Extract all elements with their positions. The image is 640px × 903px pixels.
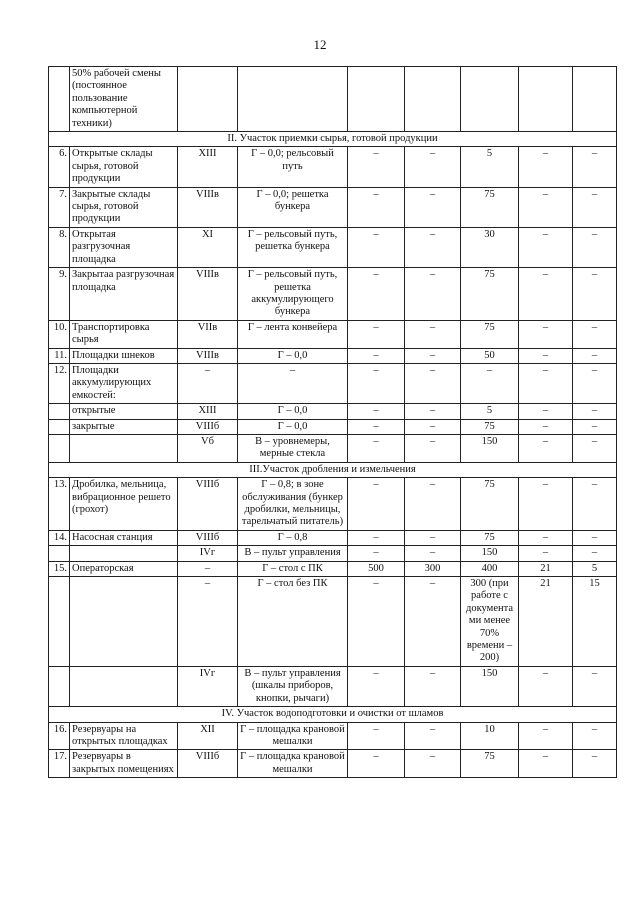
- row-name: Резервуары в закрытых помещениях: [70, 750, 178, 778]
- illuminance-combined: –: [348, 363, 405, 403]
- illuminance-general-in-combined: –: [405, 187, 461, 227]
- illuminance-combined: –: [348, 187, 405, 227]
- illuminance-general: 150: [461, 434, 519, 462]
- work-surface: Г – лента конвейера: [238, 320, 348, 348]
- row-name: Площадки шнеков: [70, 348, 178, 363]
- illuminance-combined: –: [348, 147, 405, 187]
- discomfort-index: –: [519, 147, 573, 187]
- work-surface: Г – стол без ПК: [238, 577, 348, 667]
- illuminance-combined: [348, 67, 405, 132]
- pulsation-coefficient: –: [573, 434, 617, 462]
- illuminance-general: 30: [461, 227, 519, 267]
- illuminance-general-in-combined: –: [405, 348, 461, 363]
- row-name: [70, 434, 178, 462]
- illuminance-general-in-combined: –: [405, 666, 461, 706]
- table-row: [49, 320, 617, 348]
- illuminance-general-in-combined: –: [405, 722, 461, 750]
- illuminance-general: 400: [461, 561, 519, 576]
- discomfort-index: –: [519, 348, 573, 363]
- visual-category: VIIIб: [178, 750, 238, 778]
- row-name: Открытая разгрузочная площадка: [70, 227, 178, 267]
- work-surface: Г – 0,0; решетка бункера: [238, 187, 348, 227]
- row-number: 16.: [49, 722, 70, 750]
- row-name: открытые: [70, 404, 178, 419]
- illuminance-general-in-combined: –: [405, 419, 461, 434]
- work-surface: Г – стол с ПК: [238, 561, 348, 576]
- work-surface: –: [238, 363, 348, 403]
- illuminance-general: 75: [461, 320, 519, 348]
- illuminance-general-in-combined: –: [405, 268, 461, 321]
- row-name: Закрытаа разгрузочная площадка: [70, 268, 178, 321]
- table-row: [49, 67, 617, 132]
- discomfort-index: –: [519, 320, 573, 348]
- row-name: закрытые: [70, 419, 178, 434]
- illuminance-combined: –: [348, 227, 405, 267]
- discomfort-index: –: [519, 419, 573, 434]
- table-row: [49, 478, 617, 531]
- section-header-row: [49, 707, 617, 722]
- illuminance-general: [461, 67, 519, 132]
- illuminance-combined: –: [348, 320, 405, 348]
- pulsation-coefficient: –: [573, 530, 617, 545]
- illuminance-general-in-combined: –: [405, 577, 461, 667]
- visual-category: VIIIб: [178, 478, 238, 531]
- pulsation-coefficient: –: [573, 348, 617, 363]
- work-surface: Г – 0,8; в зоне обслуживания (бункер дробилки, мельницы, тарельчатый питатель): [238, 478, 348, 531]
- illuminance-combined: 500: [348, 561, 405, 576]
- pulsation-coefficient: –: [573, 419, 617, 434]
- discomfort-index: 21: [519, 561, 573, 576]
- illuminance-combined: –: [348, 546, 405, 561]
- work-surface: [238, 67, 348, 132]
- visual-category: XI: [178, 227, 238, 267]
- work-surface: Г – 0,0: [238, 404, 348, 419]
- illuminance-general: 75: [461, 187, 519, 227]
- section-title: IV. Участок водоподготовки и очистки от шламов: [49, 707, 617, 722]
- work-surface: В – уровнемеры, мерные стекла: [238, 434, 348, 462]
- row-name: Закрытые склады сырья, готовой продукции: [70, 187, 178, 227]
- illuminance-general: 75: [461, 530, 519, 545]
- row-name: Резервуары на открытых площадках: [70, 722, 178, 750]
- table-row: [49, 750, 617, 778]
- illuminance-general-in-combined: –: [405, 546, 461, 561]
- illuminance-general: –: [461, 363, 519, 403]
- illuminance-combined: –: [348, 348, 405, 363]
- visual-category: [178, 67, 238, 132]
- visual-category: VIIIв: [178, 348, 238, 363]
- row-number: 8.: [49, 227, 70, 267]
- discomfort-index: –: [519, 478, 573, 531]
- table-row: [49, 722, 617, 750]
- discomfort-index: –: [519, 530, 573, 545]
- discomfort-index: –: [519, 722, 573, 750]
- visual-category: Vб: [178, 434, 238, 462]
- row-number: [49, 666, 70, 706]
- illuminance-combined: –: [348, 478, 405, 531]
- illuminance-combined: –: [348, 577, 405, 667]
- pulsation-coefficient: –: [573, 666, 617, 706]
- pulsation-coefficient: –: [573, 478, 617, 531]
- illuminance-general: 75: [461, 478, 519, 531]
- row-number: 7.: [49, 187, 70, 227]
- illuminance-general-in-combined: [405, 67, 461, 132]
- illuminance-combined: –: [348, 666, 405, 706]
- row-number: 11.: [49, 348, 70, 363]
- table-row: [49, 348, 617, 363]
- illuminance-combined: –: [348, 750, 405, 778]
- visual-category: IVг: [178, 666, 238, 706]
- illuminance-general: 75: [461, 268, 519, 321]
- illuminance-combined: –: [348, 404, 405, 419]
- table-row: [49, 530, 617, 545]
- illuminance-general: 10: [461, 722, 519, 750]
- pulsation-coefficient: –: [573, 750, 617, 778]
- section-header-row: [49, 462, 617, 477]
- discomfort-index: –: [519, 363, 573, 403]
- row-number: 12.: [49, 363, 70, 403]
- row-name: Открытые склады сырья, готовой продукции: [70, 147, 178, 187]
- table-body: [49, 67, 617, 778]
- illuminance-general-in-combined: –: [405, 147, 461, 187]
- visual-category: VIIIб: [178, 530, 238, 545]
- illuminance-combined: –: [348, 434, 405, 462]
- illuminance-general-in-combined: –: [405, 227, 461, 267]
- pulsation-coefficient: –: [573, 187, 617, 227]
- visual-category: –: [178, 363, 238, 403]
- illuminance-general: 150: [461, 546, 519, 561]
- row-name: 50% рабочей смены (постоянное пользование компьютерной техники): [70, 67, 178, 132]
- illuminance-general: 150: [461, 666, 519, 706]
- row-name: Насосная станция: [70, 530, 178, 545]
- illuminance-general-in-combined: –: [405, 404, 461, 419]
- illuminance-combined: –: [348, 722, 405, 750]
- row-number: [49, 67, 70, 132]
- discomfort-index: –: [519, 750, 573, 778]
- work-surface: Г – площадка крановой мешалки: [238, 722, 348, 750]
- pulsation-coefficient: 5: [573, 561, 617, 576]
- visual-category: XII: [178, 722, 238, 750]
- row-number: 14.: [49, 530, 70, 545]
- row-name: Транспортировка сырья: [70, 320, 178, 348]
- table-row: [49, 419, 617, 434]
- visual-category: VIIIб: [178, 419, 238, 434]
- illuminance-combined: –: [348, 530, 405, 545]
- discomfort-index: –: [519, 546, 573, 561]
- visual-category: XIII: [178, 404, 238, 419]
- row-number: 15.: [49, 561, 70, 576]
- discomfort-index: –: [519, 666, 573, 706]
- illuminance-general: 50: [461, 348, 519, 363]
- pulsation-coefficient: –: [573, 227, 617, 267]
- row-name: [70, 666, 178, 706]
- work-surface: В – пульт управления: [238, 546, 348, 561]
- visual-category: VIIв: [178, 320, 238, 348]
- work-surface: В – пульт управления (шкалы приборов, кнопки, рычаги): [238, 666, 348, 706]
- illuminance-combined: –: [348, 419, 405, 434]
- row-name: Операторская: [70, 561, 178, 576]
- row-name: Дробилка, мельница, вибрационное решето (грохот): [70, 478, 178, 531]
- table-row: [49, 227, 617, 267]
- discomfort-index: –: [519, 187, 573, 227]
- work-surface: Г – рельсовый путь, решетка аккумулирующего бункера: [238, 268, 348, 321]
- illuminance-general-in-combined: –: [405, 434, 461, 462]
- visual-category: –: [178, 561, 238, 576]
- table-row: [49, 404, 617, 419]
- visual-category: XIII: [178, 147, 238, 187]
- row-number: 13.: [49, 478, 70, 531]
- discomfort-index: –: [519, 404, 573, 419]
- work-surface: Г – 0,0: [238, 348, 348, 363]
- visual-category: VIIIв: [178, 268, 238, 321]
- illuminance-general-in-combined: 300: [405, 561, 461, 576]
- lighting-norms-table: [48, 66, 617, 778]
- row-number: 17.: [49, 750, 70, 778]
- row-name: [70, 546, 178, 561]
- table-row: [49, 577, 617, 667]
- section-title: III.Участок дробления и измельчения: [49, 462, 617, 477]
- row-number: [49, 434, 70, 462]
- table-row: [49, 187, 617, 227]
- table-row: [49, 363, 617, 403]
- section-header-row: [49, 132, 617, 147]
- row-number: 9.: [49, 268, 70, 321]
- row-number: [49, 577, 70, 667]
- row-number: [49, 546, 70, 561]
- pulsation-coefficient: –: [573, 722, 617, 750]
- row-number: [49, 419, 70, 434]
- work-surface: Г – 0,8: [238, 530, 348, 545]
- table-row: [49, 147, 617, 187]
- illuminance-general-in-combined: –: [405, 363, 461, 403]
- row-number: [49, 404, 70, 419]
- illuminance-general-in-combined: –: [405, 320, 461, 348]
- work-surface: Г – рельсовый путь, решетка бункера: [238, 227, 348, 267]
- visual-category: –: [178, 577, 238, 667]
- illuminance-combined: –: [348, 268, 405, 321]
- discomfort-index: –: [519, 434, 573, 462]
- table-row: [49, 434, 617, 462]
- pulsation-coefficient: –: [573, 268, 617, 321]
- pulsation-coefficient: [573, 67, 617, 132]
- page-number: 12: [313, 37, 327, 52]
- illuminance-general-in-combined: –: [405, 750, 461, 778]
- illuminance-general: 75: [461, 419, 519, 434]
- work-surface: Г – 0,0: [238, 419, 348, 434]
- illuminance-general: 300 (при работе с документа ми менее 70% времени – 200): [461, 577, 519, 667]
- discomfort-index: –: [519, 268, 573, 321]
- work-surface: Г – 0,0; рельсовый путь: [238, 147, 348, 187]
- visual-category: IVг: [178, 546, 238, 561]
- pulsation-coefficient: –: [573, 363, 617, 403]
- illuminance-general: 5: [461, 404, 519, 419]
- discomfort-index: 21: [519, 577, 573, 667]
- illuminance-general: 75: [461, 750, 519, 778]
- pulsation-coefficient: 15: [573, 577, 617, 667]
- table-row: [49, 561, 617, 576]
- row-name: Площадки аккумулирующих емкостей:: [70, 363, 178, 403]
- discomfort-index: [519, 67, 573, 132]
- illuminance-general: 5: [461, 147, 519, 187]
- table-row: [49, 546, 617, 561]
- pulsation-coefficient: –: [573, 320, 617, 348]
- table-row: [49, 268, 617, 321]
- visual-category: VIIIв: [178, 187, 238, 227]
- work-surface: Г – площадка крановой мешалки: [238, 750, 348, 778]
- pulsation-coefficient: –: [573, 147, 617, 187]
- pulsation-coefficient: –: [573, 546, 617, 561]
- discomfort-index: –: [519, 227, 573, 267]
- section-title: II. Участок приемки сырья, готовой продукции: [49, 132, 617, 147]
- table-row: [49, 666, 617, 706]
- illuminance-general-in-combined: –: [405, 530, 461, 545]
- illuminance-general-in-combined: –: [405, 478, 461, 531]
- row-number: 10.: [49, 320, 70, 348]
- pulsation-coefficient: –: [573, 404, 617, 419]
- row-number: 6.: [49, 147, 70, 187]
- row-name: [70, 577, 178, 667]
